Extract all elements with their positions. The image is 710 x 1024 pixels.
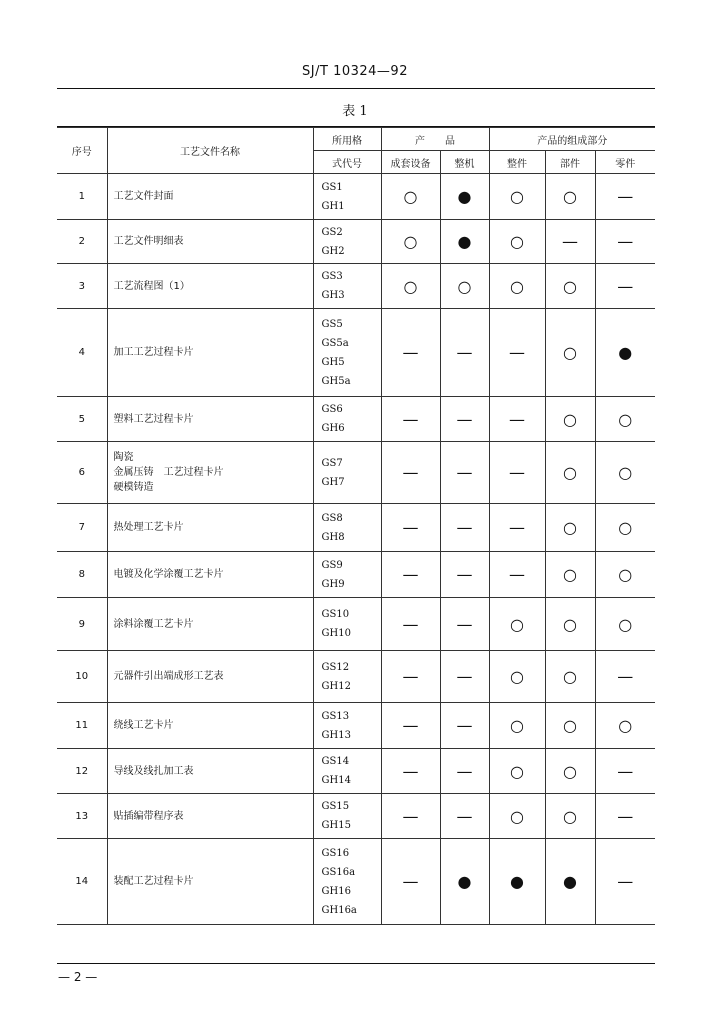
row-number: 8 bbox=[57, 552, 107, 598]
dash-mark: — bbox=[489, 504, 545, 552]
open-circle-mark: ○ bbox=[381, 220, 440, 264]
open-circle-mark: ○ bbox=[381, 174, 440, 220]
dash-mark: — bbox=[595, 651, 655, 703]
table-row bbox=[57, 598, 655, 651]
page-number: — 2 — bbox=[58, 970, 98, 984]
header-rule bbox=[57, 88, 655, 89]
row-number: 5 bbox=[57, 397, 107, 442]
filled-circle-mark: ● bbox=[489, 839, 545, 925]
format-codes bbox=[313, 309, 381, 397]
table-row bbox=[57, 794, 655, 839]
table-row bbox=[57, 839, 655, 925]
open-circle-mark: ○ bbox=[489, 174, 545, 220]
format-code: GS14 bbox=[321, 756, 350, 767]
open-circle-mark: ○ bbox=[545, 794, 595, 839]
dash-mark: — bbox=[440, 309, 489, 397]
open-circle-mark: ○ bbox=[545, 598, 595, 651]
open-circle-mark: ○ bbox=[545, 442, 595, 504]
col-header-product: 产 品 bbox=[381, 128, 489, 151]
open-circle-mark: ○ bbox=[595, 598, 655, 651]
dash-mark: — bbox=[440, 442, 489, 504]
open-circle-mark: ○ bbox=[381, 264, 440, 309]
document-name bbox=[107, 839, 313, 925]
document-name bbox=[107, 794, 313, 839]
dash-mark: — bbox=[440, 552, 489, 598]
open-circle-mark: ○ bbox=[489, 598, 545, 651]
format-code: GS2 bbox=[321, 226, 343, 238]
dash-mark: — bbox=[381, 504, 440, 552]
col-header-name: 工艺文件名称 bbox=[107, 128, 313, 174]
format-codes bbox=[313, 794, 381, 839]
format-codes bbox=[313, 749, 381, 794]
format-code: GH3 bbox=[321, 290, 345, 301]
row-number: 10 bbox=[57, 651, 107, 703]
dash-mark: — bbox=[381, 749, 440, 794]
footer-rule bbox=[57, 963, 655, 964]
col-header-sub: 零件 bbox=[595, 151, 655, 174]
format-code: GH1 bbox=[321, 200, 345, 212]
dash-mark: — bbox=[440, 397, 489, 442]
row-number: 2 bbox=[57, 220, 107, 264]
open-circle-mark: ○ bbox=[489, 749, 545, 794]
format-code: GS15 bbox=[321, 801, 350, 812]
table-row bbox=[57, 703, 655, 749]
format-code: GS16a bbox=[321, 866, 356, 878]
table-row bbox=[57, 397, 655, 442]
document-name-line: 金属压铸 工艺过程卡片 bbox=[113, 467, 224, 478]
document-name bbox=[107, 397, 313, 442]
table-row bbox=[57, 220, 655, 264]
dash-mark: — bbox=[381, 794, 440, 839]
format-code: GS5a bbox=[321, 337, 349, 349]
document-name-line: 导线及线扎加工表 bbox=[113, 765, 194, 777]
table-row bbox=[57, 504, 655, 552]
row-number: 6 bbox=[57, 442, 107, 504]
document-name bbox=[107, 309, 313, 397]
row-number: 13 bbox=[57, 794, 107, 839]
format-codes bbox=[313, 397, 381, 442]
document-name-line: 贴插编带程序表 bbox=[113, 810, 184, 822]
open-circle-mark: ○ bbox=[595, 442, 655, 504]
open-circle-mark: ○ bbox=[489, 264, 545, 309]
row-number: 12 bbox=[57, 749, 107, 794]
document-name bbox=[107, 264, 313, 309]
dash-mark: — bbox=[381, 651, 440, 703]
document-name-line: 工艺流程图（1） bbox=[113, 280, 190, 292]
format-code: GH2 bbox=[321, 245, 345, 257]
open-circle-mark: ○ bbox=[545, 174, 595, 220]
format-code: GH5a bbox=[321, 375, 351, 387]
format-code: GS12 bbox=[321, 661, 350, 673]
document-name bbox=[107, 220, 313, 264]
row-number: 7 bbox=[57, 504, 107, 552]
format-code: GS3 bbox=[321, 271, 343, 282]
dash-mark: — bbox=[381, 598, 440, 651]
dash-mark: — bbox=[595, 794, 655, 839]
format-codes bbox=[313, 839, 381, 925]
open-circle-mark: ○ bbox=[545, 504, 595, 552]
document-code-header: SJ/T 10324—92 bbox=[302, 64, 408, 79]
open-circle-mark: ○ bbox=[595, 504, 655, 552]
document-name-line: 硬模铸造 bbox=[113, 482, 154, 493]
open-circle-mark: ○ bbox=[545, 749, 595, 794]
document-name-line: 元器件引出端成形工艺表 bbox=[113, 671, 224, 682]
document-name bbox=[107, 749, 313, 794]
dash-mark: — bbox=[381, 442, 440, 504]
document-name bbox=[107, 598, 313, 651]
table-row bbox=[57, 552, 655, 598]
dash-mark: — bbox=[440, 703, 489, 749]
filled-circle-mark: ● bbox=[545, 839, 595, 925]
document-name-line: 塑料工艺过程卡片 bbox=[113, 413, 194, 425]
document-name-line: 涂料涂覆工艺卡片 bbox=[113, 618, 194, 630]
dash-mark: — bbox=[440, 651, 489, 703]
open-circle-mark: ○ bbox=[440, 264, 489, 309]
document-name bbox=[107, 504, 313, 552]
open-circle-mark: ○ bbox=[595, 703, 655, 749]
open-circle-mark: ○ bbox=[489, 794, 545, 839]
format-codes bbox=[313, 442, 381, 504]
format-code: GH16a bbox=[321, 904, 357, 916]
dash-mark: — bbox=[489, 552, 545, 598]
dash-mark: — bbox=[381, 309, 440, 397]
format-codes bbox=[313, 220, 381, 264]
format-code: GS9 bbox=[321, 559, 343, 571]
filled-circle-mark: ● bbox=[440, 174, 489, 220]
format-code: GS7 bbox=[321, 457, 343, 469]
format-codes bbox=[313, 552, 381, 598]
row-number: 3 bbox=[57, 264, 107, 309]
document-name bbox=[107, 442, 313, 504]
dash-mark: — bbox=[489, 309, 545, 397]
filled-circle-mark: ● bbox=[440, 220, 489, 264]
table-row bbox=[57, 174, 655, 220]
col-header-no: 序号 bbox=[57, 128, 107, 174]
dash-mark: — bbox=[545, 220, 595, 264]
format-code: GH7 bbox=[321, 476, 345, 488]
dash-mark: — bbox=[595, 264, 655, 309]
open-circle-mark: ○ bbox=[545, 703, 595, 749]
document-name-line: 绕线工艺卡片 bbox=[113, 720, 174, 731]
format-code: GS10 bbox=[321, 609, 350, 620]
dash-mark: — bbox=[595, 749, 655, 794]
open-circle-mark: ○ bbox=[545, 651, 595, 703]
col-header-sub: 整件 bbox=[489, 151, 545, 174]
row-number: 1 bbox=[57, 174, 107, 220]
col-header-parts: 产品的组成部分 bbox=[489, 128, 655, 151]
open-circle-mark: ○ bbox=[545, 264, 595, 309]
format-code: GH16 bbox=[321, 885, 351, 897]
table-caption: 表 1 bbox=[342, 104, 368, 119]
dash-mark: — bbox=[595, 220, 655, 264]
open-circle-mark: ○ bbox=[545, 552, 595, 598]
format-code: GH8 bbox=[321, 531, 345, 543]
dash-mark: — bbox=[595, 839, 655, 925]
format-code: GH12 bbox=[321, 680, 351, 692]
document-name-line: 工艺文件封面 bbox=[113, 191, 174, 202]
table-row bbox=[57, 264, 655, 309]
dash-mark: — bbox=[381, 397, 440, 442]
dash-mark: — bbox=[440, 598, 489, 651]
document-name-line: 电镀及化学涂覆工艺卡片 bbox=[113, 569, 224, 580]
format-code: GH9 bbox=[321, 578, 345, 590]
document-name bbox=[107, 552, 313, 598]
row-number: 11 bbox=[57, 703, 107, 749]
dash-mark: — bbox=[381, 839, 440, 925]
open-circle-mark: ○ bbox=[489, 703, 545, 749]
format-codes bbox=[313, 598, 381, 651]
format-code: GS6 bbox=[321, 404, 343, 415]
format-code: GH13 bbox=[321, 729, 351, 741]
open-circle-mark: ○ bbox=[595, 552, 655, 598]
process-document-table bbox=[57, 127, 655, 925]
dash-mark: — bbox=[381, 703, 440, 749]
dash-mark: — bbox=[440, 794, 489, 839]
format-code: GS16 bbox=[321, 847, 350, 859]
dash-mark: — bbox=[440, 749, 489, 794]
document-name-line: 工艺文件明细表 bbox=[113, 236, 184, 247]
format-code: GS1 bbox=[321, 181, 343, 193]
dash-mark: — bbox=[440, 504, 489, 552]
open-circle-mark: ○ bbox=[545, 309, 595, 397]
open-circle-mark: ○ bbox=[489, 220, 545, 264]
document-name-line: 热处理工艺卡片 bbox=[113, 522, 184, 533]
row-number: 14 bbox=[57, 839, 107, 925]
filled-circle-mark: ● bbox=[440, 839, 489, 925]
col-header-sub: 部件 bbox=[545, 151, 595, 174]
format-codes bbox=[313, 703, 381, 749]
document-name-line: 加工工艺过程卡片 bbox=[113, 347, 194, 358]
col-header-code-line2: 式代号 bbox=[313, 151, 381, 174]
dash-mark: — bbox=[489, 397, 545, 442]
document-name-line: 装配工艺过程卡片 bbox=[113, 876, 194, 887]
filled-circle-mark: ● bbox=[595, 309, 655, 397]
dash-mark: — bbox=[381, 552, 440, 598]
format-codes bbox=[313, 174, 381, 220]
document-name bbox=[107, 651, 313, 703]
dash-mark: — bbox=[595, 174, 655, 220]
table-row bbox=[57, 309, 655, 397]
col-header-code-line1: 所用格 bbox=[313, 128, 381, 151]
table-row bbox=[57, 749, 655, 794]
open-circle-mark: ○ bbox=[595, 397, 655, 442]
format-codes bbox=[313, 504, 381, 552]
format-code: GS8 bbox=[321, 512, 343, 524]
format-code: GH10 bbox=[321, 628, 351, 639]
open-circle-mark: ○ bbox=[489, 651, 545, 703]
document-name bbox=[107, 174, 313, 220]
format-code: GS5 bbox=[321, 318, 343, 330]
document-name-line: 陶瓷 bbox=[113, 452, 134, 463]
open-circle-mark: ○ bbox=[545, 397, 595, 442]
row-number: 9 bbox=[57, 598, 107, 651]
col-header-sub: 成套设备 bbox=[381, 151, 440, 174]
col-header-sub: 整机 bbox=[440, 151, 489, 174]
table-row bbox=[57, 442, 655, 504]
dash-mark: — bbox=[489, 442, 545, 504]
format-code: GH15 bbox=[321, 820, 351, 831]
format-code: GH6 bbox=[321, 423, 345, 434]
format-code: GH14 bbox=[321, 775, 351, 786]
document-name bbox=[107, 703, 313, 749]
format-code: GH5 bbox=[321, 356, 345, 368]
format-codes bbox=[313, 651, 381, 703]
table-row bbox=[57, 651, 655, 703]
format-code: GS13 bbox=[321, 710, 350, 722]
row-number: 4 bbox=[57, 309, 107, 397]
format-codes bbox=[313, 264, 381, 309]
